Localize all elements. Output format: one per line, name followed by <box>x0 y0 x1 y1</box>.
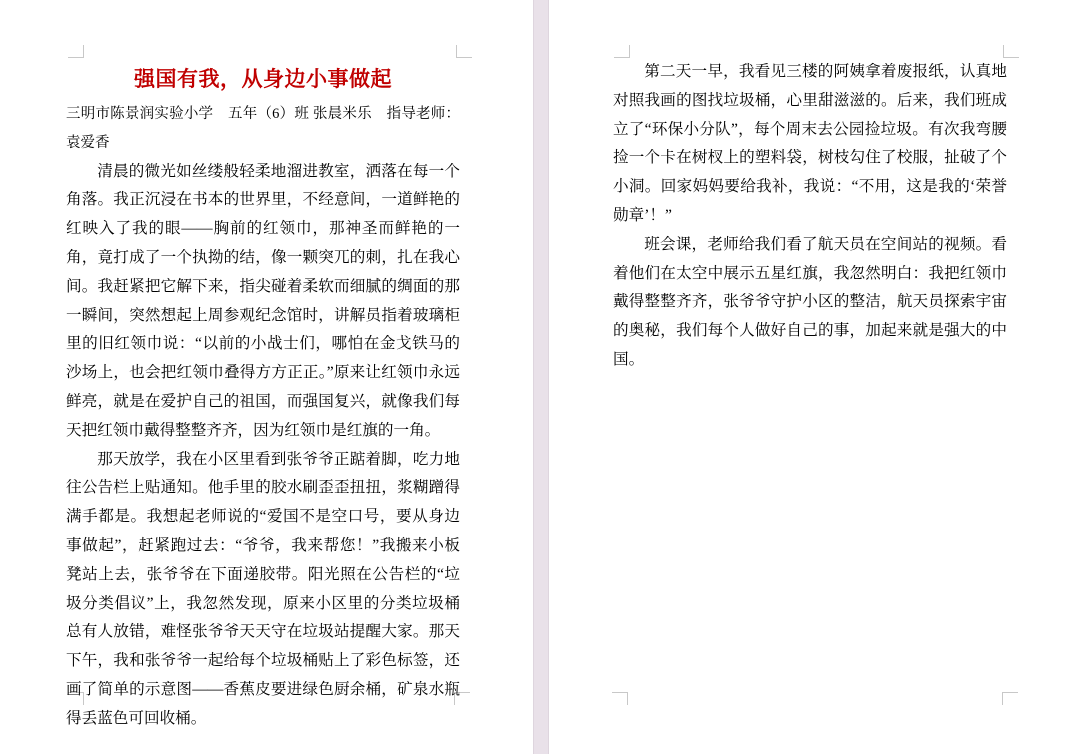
paragraph-4: 班会课，老师给我们看了航天员在空间站的视频。看着他们在太空中展示五星红旗，我忽然明白：我把红领巾戴得整整齐齐，张爷爷守护小区的整洁，航天员探索宇宙的奥秘，我们每个人做好自己的事，加起来就是强大的中国。 <box>613 235 1007 368</box>
paragraph-3: 第二天一早，我看见三楼的阿姨拿着废报纸，认真地对照我画的图找垃圾桶，心里甜滋滋的。后来，我们班成立了“环保小分队”，每个周末去公园捡垃圾。有次我弯腰捡一个卡在树杈上的塑料袋，树枝勾住了校服，扯破了个小洞。回家妈妈要给我补，我说：“不用，这是我的‘荣誉勋章’！” <box>613 63 1007 224</box>
corner-crop-mark-icon <box>68 45 84 58</box>
essay-title: 强国有我，从身边小事做起 <box>134 67 392 91</box>
essay-byline: 三明市陈景润实验小学 五年（6）班 张晨米乐 指导老师：袁爱香 <box>66 106 460 151</box>
corner-crop-mark-icon <box>1002 692 1018 705</box>
corner-crop-mark-icon <box>1003 45 1019 58</box>
corner-crop-mark-icon <box>456 45 472 58</box>
paragraph-2: 那天放学，我在小区里看到张爷爷正踮着脚，吃力地往公告栏上贴通知。他手里的胶水刷歪歪扭扭，浆糊蹭得满手都是。我想起老师说的“爱国不是空口号，要从身边事做起”，赶紧跑过去：“爷爷，我来帮您！”我搬来小板凳站上去，张爷爷在下面递胶带。阳光照在公告栏的“垃圾分类倡议”上，我忽然发现，原来小区里的分类垃圾桶总有人放错，难怪张爷爷天天守在垃圾站提醒大家。那天下午，我和张爷爷一起给每个垃圾桶贴上了彩色标签，还画了简单的示意图——香蕉皮要进绿色厨余桶，矿泉水瓶得丢蓝色可回收桶。 <box>66 450 460 727</box>
page-2[interactable] <box>549 0 1080 754</box>
page-gap <box>533 0 549 754</box>
page-1[interactable] <box>0 0 533 754</box>
corner-crop-mark-icon <box>614 45 630 58</box>
paragraph-1: 清晨的微光如丝缕般轻柔地溜进教室，洒落在每一个角落。我正沉浸在书本的世界里，不经意间，一道鲜艳的红映入了我的眼——胸前的红领巾，那神圣而鲜艳的一角，竟打成了一个执拗的结，像一颗突兀的刺，扎在我心间。我赶紧把它解下来，指尖碰着柔软而细腻的绸面的那一瞬间，突然想起上周参观纪念馆时，讲解员指着玻璃柜里的旧红领巾说：“以前的小战士们，哪怕在金戈铁马的沙场上，也会把红领巾叠得方方正正。”原来让红领巾永远鲜亮，就是在爱护自己的祖国，而强国复兴，就像我们每天把红领巾戴得整整齐齐，因为红领巾是红旗的一角。 <box>66 162 460 439</box>
page-2-text-area[interactable] <box>613 58 1007 375</box>
page-1-text-area[interactable] <box>66 58 460 734</box>
corner-crop-mark-icon <box>612 692 628 705</box>
